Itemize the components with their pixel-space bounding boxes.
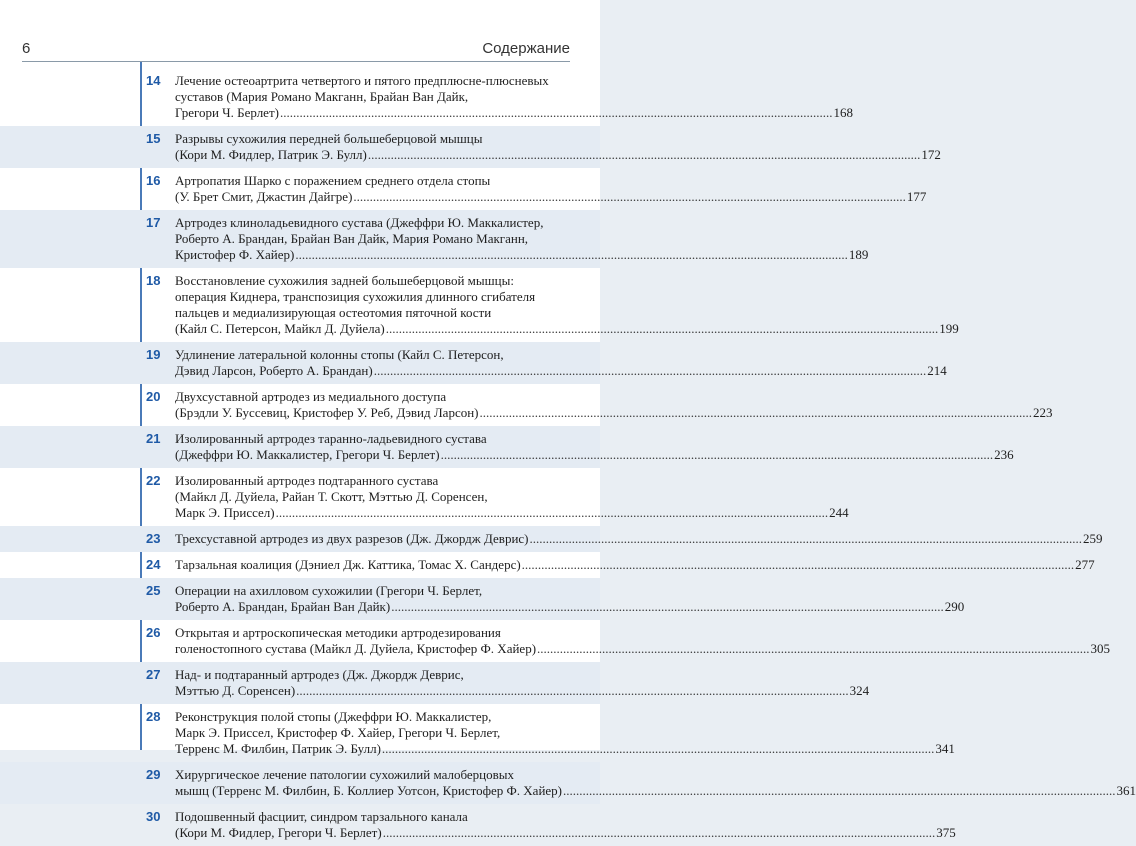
chapter-number: 25 — [146, 583, 161, 598]
title-line: Разрывы сухожилия передней большеберцовой мышцы — [175, 131, 483, 146]
title-line-last — [175, 683, 870, 699]
page-ref: 324 — [849, 683, 870, 698]
page-ref: 189 — [848, 247, 869, 262]
chapter-title — [175, 531, 1103, 547]
title-text: (Кайл С. Петерсон, Майкл Д. Дуйела) — [175, 321, 385, 336]
title-text: голеностопного сустава (Майкл Д. Дуйела, Кристофер Ф. Хайер) — [175, 641, 537, 656]
chapter-title — [175, 215, 869, 263]
title-line-last — [175, 247, 869, 263]
page-ref: 223 — [1033, 405, 1053, 420]
toc-entry — [0, 526, 1103, 552]
title-line-last — [175, 741, 955, 757]
toc-entry — [0, 620, 1111, 662]
toc-entry — [0, 426, 1014, 468]
title-line-last — [175, 363, 947, 379]
title-text: (Кори М. Фидлер, Патрик Э. Булл) — [175, 147, 367, 162]
dot-leader — [480, 405, 1033, 421]
page-header — [22, 38, 570, 62]
chapter-title — [175, 767, 1136, 799]
title-text: (Джеффри Ю. Маккалистер, Грегори Ч. Берлет) — [175, 447, 440, 462]
page-ref: 305 — [1090, 641, 1111, 656]
toc-entry — [0, 342, 947, 384]
title-text: Кристофер Ф. Хайер) — [175, 247, 295, 262]
title-line-last — [175, 405, 1053, 421]
toc-entry — [0, 578, 965, 620]
page-ref: 277 — [1075, 557, 1095, 572]
title-text: (Кори М. Фидлер, Грегори Ч. Берлет) — [175, 825, 382, 840]
page-number: 6 — [22, 40, 31, 57]
toc-entry — [0, 804, 956, 846]
title-line: Открытая и артроскопическая методики артродезирования — [175, 625, 501, 640]
title-line-last — [175, 147, 941, 163]
chapter-title — [175, 389, 1053, 421]
title-line-last — [175, 505, 849, 521]
dot-leader — [295, 247, 848, 263]
title-text: Трехсуставной артродез из двух разрезов (Дж. Джордж Деврис) — [175, 531, 529, 546]
title-text: Грегори Ч. Берлет) — [175, 105, 279, 120]
chapter-number: 28 — [146, 709, 161, 724]
dot-leader — [563, 783, 1116, 799]
chapter-number: 30 — [146, 809, 161, 824]
title-line: Артропатия Шарко с поражением среднего отдела стопы — [175, 173, 491, 188]
dot-leader — [530, 531, 1083, 547]
dot-leader — [383, 825, 936, 841]
title-line: Лечение остеоартрита четвертого и пятого предплюсне-плюсневых — [175, 73, 549, 88]
chapter-title — [175, 667, 870, 699]
chapter-title — [175, 431, 1014, 463]
chapter-title — [175, 557, 1095, 573]
chapter-number: 22 — [146, 473, 161, 488]
chapter-number: 21 — [146, 431, 161, 446]
page-ref: 375 — [936, 825, 956, 840]
toc-entry — [0, 168, 927, 210]
title-line: Над- и подтаранный артродез (Дж. Джордж Деврис, — [175, 667, 464, 682]
dot-leader — [522, 557, 1075, 573]
toc-entry — [0, 68, 853, 126]
title-line: Роберто А. Брандан, Брайан Ван Дайк, Мария Романо Макганн, — [175, 231, 529, 246]
title-line: пальцев и медиализирующая остеотомия пяточной кости — [175, 305, 492, 320]
chapter-number: 20 — [146, 389, 161, 404]
title-line-last — [175, 599, 965, 615]
page-ref: 341 — [935, 741, 955, 756]
dot-leader — [382, 741, 935, 757]
toc-entry — [0, 662, 870, 704]
dot-leader — [280, 105, 833, 121]
chapter-number: 14 — [146, 73, 161, 88]
chapter-title — [175, 73, 853, 121]
title-line: Реконструкция полой стопы (Джеффри Ю. Маккалистер, — [175, 709, 492, 724]
chapter-number: 23 — [146, 531, 161, 546]
dot-leader — [537, 641, 1090, 657]
chapter-number: 29 — [146, 767, 161, 782]
title-text: мышц (Терренс М. Филбин, Б. Коллиер Уотсон, Кристофер Ф. Хайер) — [175, 783, 563, 798]
chapter-title — [175, 473, 849, 521]
title-text: Дэвид Ларсон, Роберто А. Брандан) — [175, 363, 373, 378]
title-line: Восстановление сухожилия задней большеберцовой мышцы: — [175, 273, 514, 288]
title-line: операция Киднера, транспозиция сухожилия длинного сгибателя — [175, 289, 536, 304]
dot-leader — [374, 363, 927, 379]
page-ref: 177 — [906, 189, 927, 204]
page-ref: 259 — [1083, 531, 1103, 546]
page-ref: 168 — [833, 105, 853, 120]
page-ref: 214 — [927, 363, 947, 378]
title-line: Операции на ахилловом сухожилии (Грегори Ч. Берлет, — [175, 583, 483, 598]
chapter-number: 17 — [146, 215, 161, 230]
title-line-last — [175, 557, 1095, 573]
dot-leader — [276, 505, 829, 521]
toc-entry — [0, 468, 849, 526]
chapter-title — [175, 709, 955, 757]
title-line: Изолированный артродез таранно-ладьевидного сустава — [175, 431, 487, 446]
title-line-last — [175, 447, 1014, 463]
title-line: Двухсуставной артродез из медиального доступа — [175, 389, 447, 404]
title-line-last — [175, 531, 1103, 547]
page-ref: 199 — [939, 321, 959, 336]
title-line-last — [175, 189, 927, 205]
chapter-number: 24 — [146, 557, 161, 572]
toc-entry — [0, 552, 1095, 578]
toc-entry — [0, 210, 869, 268]
title-text: Терренс М. Филбин, Патрик Э. Булл) — [175, 741, 381, 756]
chapter-number: 18 — [146, 273, 161, 288]
chapter-title — [175, 347, 947, 379]
title-line: Артродез клиноладьевидного сустава (Джеффри Ю. Маккалистер, — [175, 215, 544, 230]
page-ref: 290 — [944, 599, 965, 614]
title-line-last — [175, 105, 853, 121]
dot-leader — [386, 321, 939, 337]
chapter-title — [175, 809, 956, 841]
dot-leader — [296, 683, 849, 699]
chapter-number: 19 — [146, 347, 161, 362]
title-line: Хирургическое лечение патологии сухожилий малоберцовых — [175, 767, 515, 782]
dot-leader — [353, 189, 906, 205]
title-text: Роберто А. Брандан, Брайан Ван Дайк) — [175, 599, 391, 614]
title-line: суставов (Мария Романо Макганн, Брайан Ван Дайк, — [175, 89, 469, 104]
page-ref: 236 — [994, 447, 1014, 462]
title-line-last — [175, 783, 1136, 799]
chapter-number: 16 — [146, 173, 161, 188]
chapter-number: 26 — [146, 625, 161, 640]
title-text: Марк Э. Приссел) — [175, 505, 275, 520]
page-ref: 361 — [1116, 783, 1136, 798]
title-line-last — [175, 321, 959, 337]
chapter-number: 15 — [146, 131, 161, 146]
dot-leader — [391, 599, 944, 615]
chapter-title — [175, 583, 965, 615]
toc-entry — [0, 268, 959, 342]
title-line: Подошвенный фасциит, синдром тарзального канала — [175, 809, 468, 824]
page-ref: 244 — [829, 505, 849, 520]
toc-entry — [0, 126, 941, 168]
title-text: Мэттью Д. Соренсен) — [175, 683, 296, 698]
toc-entry — [0, 704, 955, 762]
title-line: Изолированный артродез подтаранного сустава — [175, 473, 439, 488]
title-line: Удлинение латеральной колонны стопы (Кайл С. Петерсон, — [175, 347, 504, 362]
title-text: (У. Брет Смит, Джастин Дайгре) — [175, 189, 353, 204]
chapter-title — [175, 173, 927, 205]
title-line-last — [175, 641, 1111, 657]
title-line: (Майкл Д. Дуйела, Райан Т. Скотт, Мэттью Д. Соренсен, — [175, 489, 488, 504]
toc-entry — [0, 762, 1136, 804]
title-text: Тарзальная коалиция (Дэниел Дж. Каттика, Томас Х. Сандерс) — [175, 557, 521, 572]
page-ref: 172 — [921, 147, 941, 162]
chapter-title — [175, 273, 959, 337]
title-line: Марк Э. Приссел, Кристофер Ф. Хайер, Грегори Ч. Берлет, — [175, 725, 501, 740]
chapter-number: 27 — [146, 667, 161, 682]
chapter-title — [175, 131, 941, 163]
title-text: (Брэдли У. Буссевиц, Кристофер У. Реб, Дэвид Ларсон) — [175, 405, 479, 420]
title-line-last — [175, 825, 956, 841]
running-head: Содержание — [482, 40, 570, 57]
dot-leader — [368, 147, 921, 163]
toc-entry — [0, 384, 1053, 426]
chapter-title — [175, 625, 1111, 657]
dot-leader — [441, 447, 994, 463]
